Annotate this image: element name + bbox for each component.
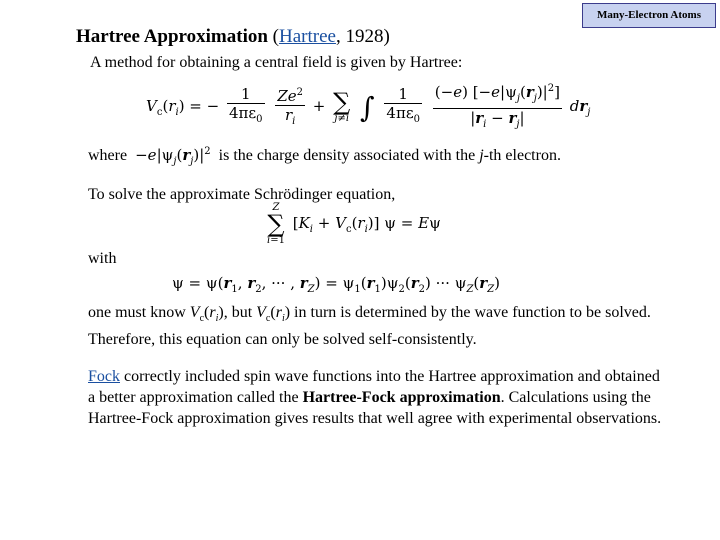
where-suffix: is the charge density associated with the: [218, 147, 476, 164]
topic-tag: Many-Electron Atoms: [582, 3, 716, 28]
title-bold: Hartree Approximation: [76, 26, 268, 47]
where-end: -th electron.: [483, 147, 561, 164]
intro-text: A method for obtaining a central field is given by Hartree:: [90, 54, 463, 71]
must-know-1: one must know: [88, 304, 186, 321]
fock-paragraph: [88, 366, 668, 429]
potential-equation: $V_c(r_i)$ = − $\frac{1}{4\pi\varepsilon_0}$ $\frac{Ze^2}{r_i}$ + ∑ j≠i ∫ $\frac{1}{4\pi\varepsilon_0}$ $\frac{(-e) [-e|\psi_j(r_j)|^2]}{|r_i - r_j|}$ $dr_j$: [146, 80, 590, 134]
wavefunction-equation: $\psi = \psi(r_1$, $r_2$, ··· , $r_Z) = \psi_1(r_1)\psi_2(r_2)$ ··· $\psi_Z(r_Z)$: [172, 274, 500, 295]
solve-line: To solve the approximate Schrödinger equation,: [88, 186, 396, 203]
self-consistent-paragraph: one must know $V_c(r_i)$, but $V_c(r_i)$ in turn is determined by the wave function to be solved. Therefore, this equation can only be solved self-consistently.: [88, 304, 651, 349]
fock-bold: Hartree-Fock approximation: [302, 389, 501, 406]
with-label: with: [88, 250, 117, 267]
where-line: [88, 141, 561, 172]
where-prefix: where: [88, 147, 128, 164]
fock-text-2: . Calculations using the Hartree-Fock approximation gives results that well agree with experimental observations.: [88, 389, 662, 427]
title-year: , 1928): [335, 26, 390, 47]
must-know-2: , but: [223, 304, 253, 321]
must-know-4: be solved. Therefore, this equation can only be solved self-consistently.: [88, 304, 651, 349]
charge-density-expr: $-e|\psi_j(r_j)|^2$: [135, 146, 211, 167]
where-j: j: [479, 147, 484, 164]
slide-title: [76, 26, 390, 48]
schrodinger-equation: Z ∑ i=1 $[K_i + V_c(r_i)] \psi = E\psi$: [267, 202, 441, 246]
fock-text-1: correctly included spin wave functions into the Hartree approximation and obtained a better approximation called the: [88, 368, 660, 406]
hartree-link[interactable]: Hartree: [279, 26, 336, 47]
must-know-3: in turn is determined by the wave function to: [294, 304, 582, 321]
fock-link[interactable]: Fock: [88, 368, 120, 385]
title-open: (: [267, 26, 279, 47]
